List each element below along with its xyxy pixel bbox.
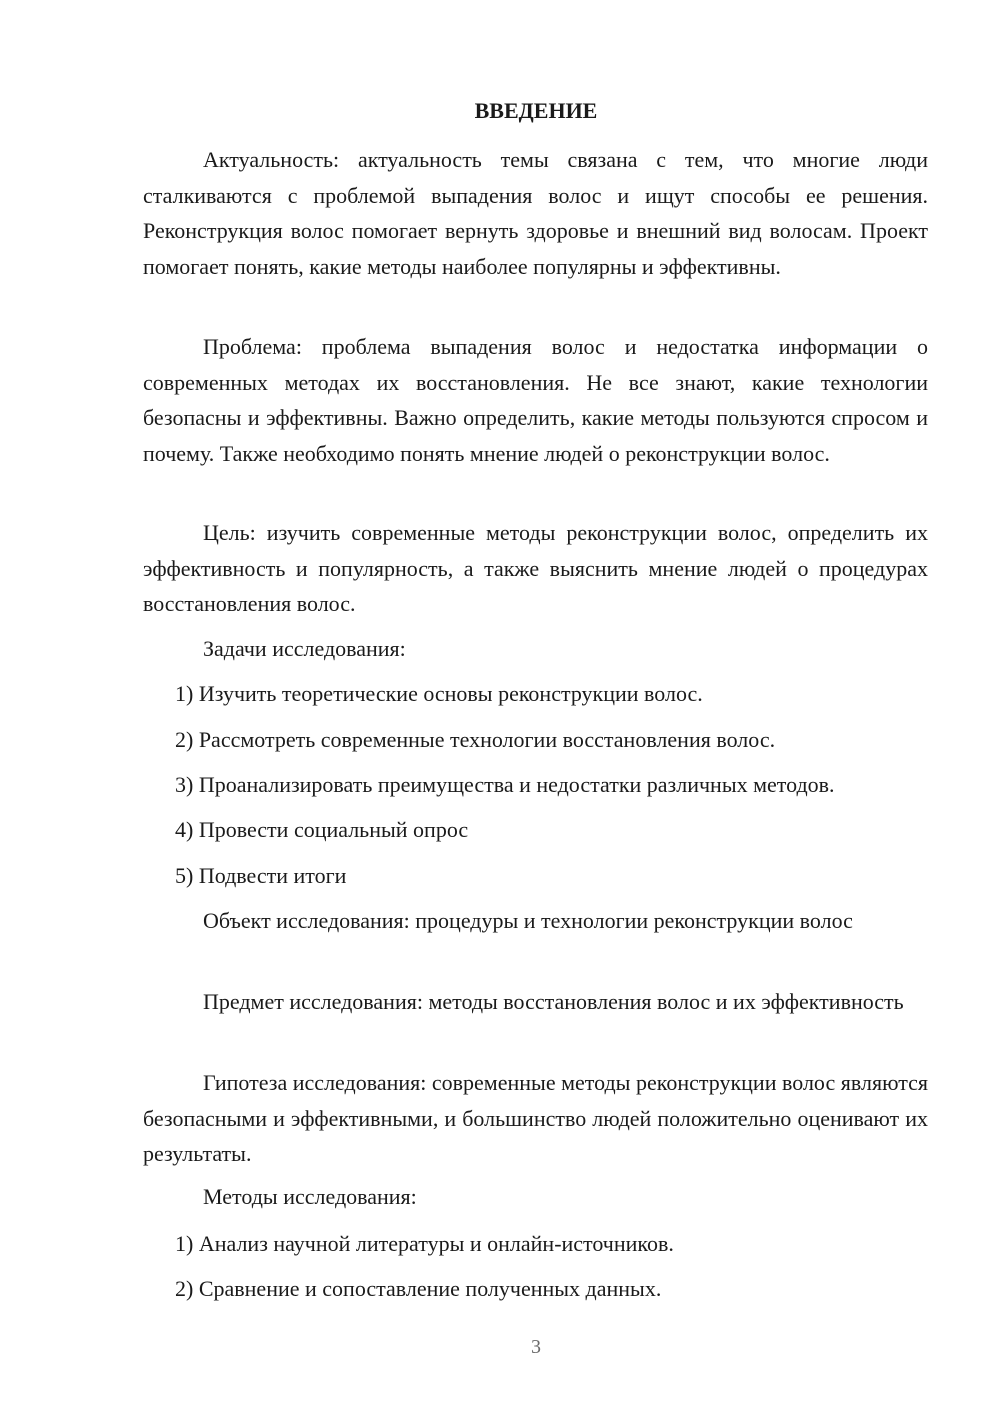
method-item: 1) Анализ научной литературы и онлайн-источников. bbox=[175, 1231, 674, 1256]
subject-paragraph: Предмет исследования: методы восстановления волос и их эффективность bbox=[203, 989, 904, 1014]
relevance-paragraph: Актуальность: актуальность темы связана с тем, что многие люди сталкиваются с проблемой выпадения волос и ищут способы ее решения. Реконструкция волос помогает вернуть здоровье и внешний вид волосам. Проект помогает понять, какие методы наиболее популярны и эффективны. bbox=[143, 147, 928, 279]
goal-paragraph: Цель: изучить современные методы реконструкции волос, определить их эффективность и популярность, а также выяснить мнение людей о процедурах восстановления волос. bbox=[143, 520, 928, 616]
task-item: 3) Проанализировать преимущества и недостатки различных методов. bbox=[175, 772, 835, 797]
task-item: 2) Рассмотреть современные технологии восстановления волос. bbox=[175, 727, 776, 752]
methods-heading: Методы исследования: bbox=[203, 1184, 417, 1209]
problem-paragraph: Проблема: проблема выпадения волос и недостатка информации о современных методах их восстановления. Не все знают, какие технологии безопасны и эффективны. Важно определить, какие методы пользуются спросом и почему. Также необходимо понять мнение людей о реконструкции волос. bbox=[143, 334, 928, 466]
section-title: ВВЕДЕНИЕ bbox=[474, 98, 598, 123]
page-number: 3 bbox=[531, 1336, 541, 1358]
method-item: 2) Сравнение и сопоставление полученных данных. bbox=[175, 1276, 662, 1301]
hypothesis-paragraph: Гипотеза исследования: современные методы реконструкции волос являются безопасными и эффективными, и большинство людей положительно оценивают их результаты. bbox=[143, 1070, 928, 1166]
task-item: 1) Изучить теоретические основы реконструкции волос. bbox=[175, 681, 703, 706]
task-item: 4) Провести социальный опрос bbox=[175, 817, 469, 842]
object-paragraph: Объект исследования: процедуры и технологии реконструкции волос bbox=[203, 908, 853, 933]
task-item: 5) Подвести итоги bbox=[175, 863, 347, 888]
tasks-heading: Задачи исследования: bbox=[203, 636, 406, 661]
